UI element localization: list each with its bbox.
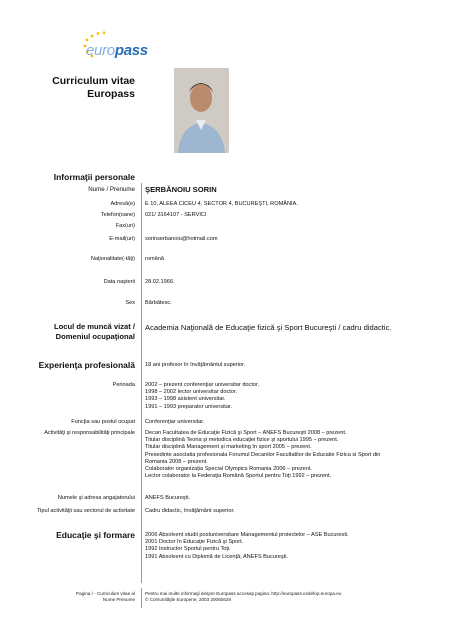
address-label: Adresă(e) (110, 201, 135, 207)
activity-line: Lector colaborator la Federaţia Română Sportul pentru Toţi 1992 – prezent. (145, 473, 332, 480)
sector-label: Tipul activităţii sau sectorul de activitate (36, 508, 135, 514)
workplace-label: Locul de muncă vizat / Domeniul ocupaţional (53, 322, 135, 341)
column-divider (141, 183, 142, 583)
period-line: 1993 – 1998 asistent universitar. (145, 396, 226, 403)
activity-line: Presedinte asociatia profesionala Forumul Decanilor Facultatilor de Educatie Fizica si Sport din (145, 451, 381, 458)
employer-label: Numele şi adresa angajatorului (57, 495, 135, 501)
period-label: Perioada (112, 382, 135, 388)
sex-value: Bărbătesc. (145, 300, 172, 306)
function-value: Conferenţiar universitar. (145, 419, 205, 425)
footer-page-info: Pagina / - Curriculum vitae al Nume Prenume (76, 591, 135, 602)
function-label: Funcţia sau postul ocupat (71, 419, 135, 425)
period-line: 1991 – 1993 preparator universitar. (145, 403, 233, 410)
phone-value: 021/ 3164107 - SERVICI (145, 212, 207, 218)
email-value: sorinserbanoiu@hotmail.com (145, 236, 218, 242)
email-label: E-mail(uri) (109, 236, 135, 242)
education-list (145, 532, 349, 561)
activity-line: Decan Facultatea de Educaţie Fizică şi Sport – ANEFS Bucureşti 2008 – prezent. (145, 430, 347, 436)
employer-value: ANEFS Bucureşti. (145, 495, 191, 501)
footer-divider (141, 588, 142, 608)
europass-logo (78, 30, 148, 66)
activity-line: Titular disciplină Management şi marketing în sport 2005 – prezent. (145, 444, 312, 451)
education-line: 2001 Doctor în Educaţie Fizică şi Sport. (145, 539, 244, 546)
education-line: 2006 Absolvent studii postuniversitare Managementul proiectelor – ASE Bucuresti. (145, 532, 349, 538)
workplace-value: Academia Naţională de Educaţie fizică şi Sport Bucureşti / cadru didactic. (145, 323, 392, 332)
sector-value: Cadru didactic, învăţământ superior. (145, 508, 235, 514)
education-line: 1991 Absolvent cu Diplomă de Licenţă, ANEFS Bucureşti. (145, 553, 289, 560)
europass-wordmark: europass (86, 42, 148, 59)
sex-label: Sex (125, 300, 135, 306)
period-line: 2002 – prezent conferenţiar universitar doctor. (145, 382, 260, 388)
cv-title: Curriculum vitae Europass (52, 75, 135, 100)
profile-photo (174, 68, 229, 153)
education-line: 1992 Instructor Sportul pentru Toţi. (145, 546, 231, 553)
experience-summary: 18 ani profesor în învăţământul superior. (145, 362, 246, 368)
name-label: Nume / Prenume (88, 186, 135, 193)
fax-label: Fax(uri) (115, 223, 135, 229)
activities-list (145, 430, 380, 480)
period-line: 1998 – 2002 lector universitar doctor. (145, 389, 238, 396)
section-title-personal: Informaţii personale (53, 172, 135, 182)
period-list (145, 382, 259, 411)
activities-label: Activităţi şi responsabilităţi principale (44, 430, 135, 436)
nationality-label: Naţionalitate(-tăţi) (90, 256, 135, 262)
nationality-value: română (145, 256, 164, 262)
address-value: E 10, ALEEA CICEU 4, SECTOR 4, BUCUREŞTI, ROMÂNIA. (145, 201, 298, 207)
footer-europass-info: Pentru mai multe informaţii despre Europass accesaţi pagina: http://europass.cedefop.europa.eu © Comunităţile Europene, 2003 20060628 (145, 591, 342, 602)
phone-label: Telefon(oane) (100, 212, 135, 218)
activity-line: Colaborator organizaţia Special Olympics Romania 2006 – prezent. (145, 466, 312, 473)
activity-line: Romania 2008 – prezent. (145, 458, 208, 465)
birth-label: Data naşterii (103, 279, 135, 285)
name-value: ŞERBĂNOIU SORIN (145, 185, 217, 194)
activity-line: Titular disciplină Teoria şi metodica educaţiei fizice şi sportului 1995 – prezent. (145, 437, 339, 444)
birth-value: 28.02.1966. (145, 279, 175, 285)
section-title-education: Educaţie şi formare (56, 530, 135, 540)
section-title-experience: Experienţa profesională (38, 360, 135, 370)
